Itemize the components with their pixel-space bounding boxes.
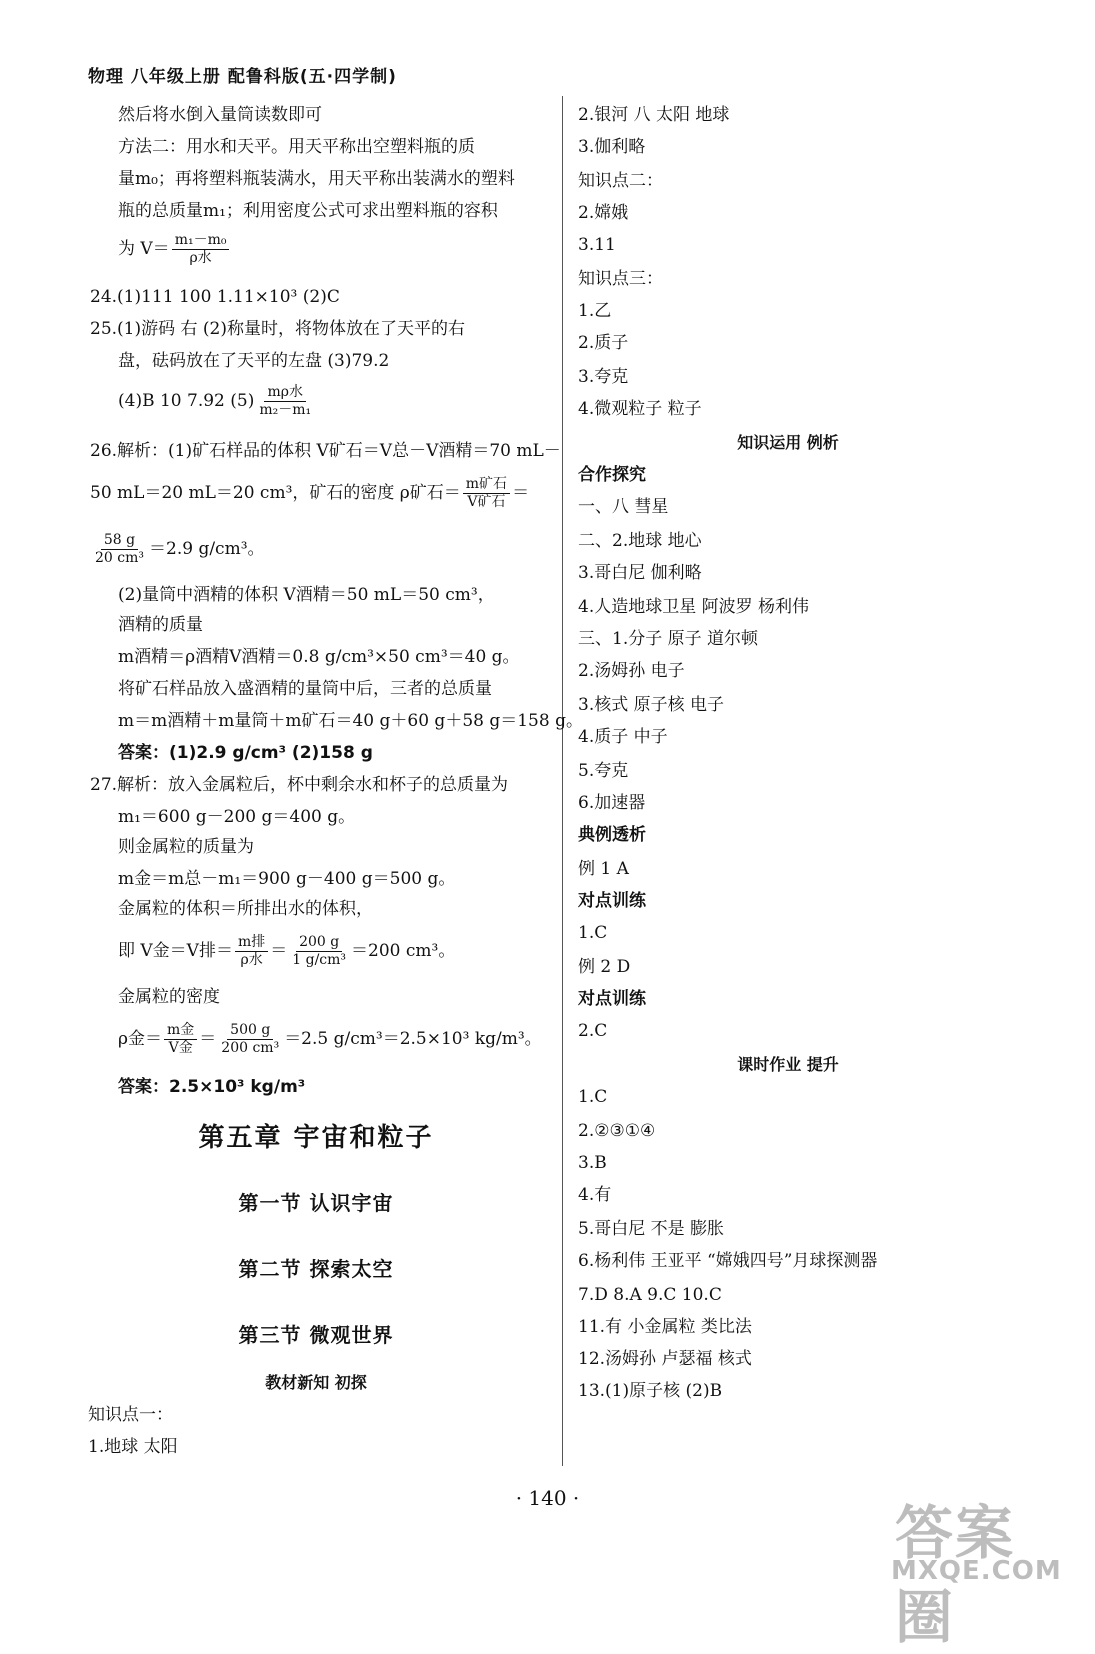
section-title: 第二节 探索太空 xyxy=(238,1257,394,1281)
text-line: 3.核式 原子核 电子 xyxy=(578,695,725,715)
denominator: 1 g/cm³ xyxy=(292,952,347,968)
text-line: 6.杨利伟 王亚平 “嫦娥四号”月球探测器 xyxy=(578,1251,878,1271)
formula-line xyxy=(90,532,265,567)
formula-line xyxy=(90,384,316,419)
text-line: 典例透析 xyxy=(578,825,646,845)
subsection-title: 课时作业 提升 xyxy=(737,1055,839,1074)
text-line: 2.质子 xyxy=(578,333,629,353)
denominator: V金 xyxy=(168,1040,193,1056)
text-line: 6.加速器 xyxy=(578,793,646,813)
text-line: 然后将水倒入量筒读数即可 xyxy=(118,105,322,125)
text-line: 盘，砝码放在了天平的左盘 (3)79.2 xyxy=(118,351,390,371)
numerator: m矿石 xyxy=(463,476,510,494)
answer-text: 答案：2.5×10³ kg/m³ xyxy=(118,1077,306,1097)
text-line: 1.乙 xyxy=(578,301,612,321)
column-divider xyxy=(562,96,563,1466)
fraction xyxy=(289,934,349,969)
text-line: 二、2.地球 地心 xyxy=(578,531,702,551)
text-line: 金属粒的密度 xyxy=(118,987,220,1007)
denominator: V矿石 xyxy=(467,494,506,510)
text: ρ金＝ xyxy=(118,1029,162,1049)
text-line: 2.汤姆孙 电子 xyxy=(578,661,685,681)
text-line: 4.质子 中子 xyxy=(578,727,668,747)
text-line: 2.C xyxy=(578,1021,608,1041)
formula-line xyxy=(90,1022,542,1057)
text: 即 V金＝V排＝ xyxy=(118,941,233,961)
text-line: 2.嫦娥 xyxy=(578,203,629,223)
text-line: 2.银河 八 太阳 地球 xyxy=(578,105,730,125)
formula-line xyxy=(90,232,231,267)
answer-26: 26.解析：(1)矿石样品的体积 V矿石＝V总－V酒精＝70 mL－ xyxy=(90,441,561,461)
text-line: 量m₀；再将塑料瓶装满水，用天平称出装满水的塑料 xyxy=(118,169,515,189)
text-line: m酒精＝ρ酒精V酒精＝0.8 g/cm³×50 cm³＝40 g。 xyxy=(118,647,520,667)
text-line: 5.夸克 xyxy=(578,761,629,781)
text-line: 则金属粒的质量为 xyxy=(118,837,254,857)
formula-line xyxy=(90,934,455,969)
text-line: 4.有 xyxy=(578,1185,612,1205)
denominator: 200 cm³ xyxy=(221,1040,280,1056)
text-line: 2.②③①④ xyxy=(578,1121,656,1141)
numerator: m₁－m₀ xyxy=(172,232,230,250)
text-line: (2)量筒中酒精的体积 V酒精＝50 mL＝50 cm³， xyxy=(118,585,495,605)
text-line: 1.C xyxy=(578,1087,608,1107)
fraction xyxy=(256,384,314,419)
text-line: 瓶的总质量m₁；利用密度公式可求出塑料瓶的容积 xyxy=(118,201,498,221)
text-line: 酒精的质量 xyxy=(118,615,203,635)
text-line: 4.人造地球卫星 阿波罗 杨利伟 xyxy=(578,597,810,617)
subsection-title: 教材新知 初探 xyxy=(265,1373,367,1392)
numerator: mρ水 xyxy=(264,384,306,402)
text-line: 3.B xyxy=(578,1153,607,1173)
text-line: 7.D 8.A 9.C 10.C xyxy=(578,1285,722,1305)
text-line: 知识点一： xyxy=(88,1405,173,1425)
section-title: 第一节 认识宇宙 xyxy=(238,1191,394,1215)
text-line: 金属粒的体积＝所排出水的体积， xyxy=(118,899,373,919)
denominator: ρ水 xyxy=(189,250,212,266)
watermark-url: MXQE.COM xyxy=(891,1556,1062,1586)
running-header: 物理 八年级上册 配鲁科版(五·四学制) xyxy=(88,67,397,87)
text-line: 1.地球 太阳 xyxy=(88,1437,178,1457)
text-line: 对点训练 xyxy=(578,989,646,1009)
chapter-title: 第五章 宇宙和粒子 xyxy=(198,1123,434,1153)
denominator: 20 cm³ xyxy=(95,550,144,566)
text-line: m₁＝600 g－200 g＝400 g。 xyxy=(118,807,356,827)
numerator: m金 xyxy=(164,1022,197,1040)
text-line: 4.微观粒子 粒子 xyxy=(578,399,702,419)
numerator: 500 g xyxy=(227,1022,273,1040)
text: 50 mL＝20 mL＝20 cm³，矿石的密度 ρ矿石＝ xyxy=(90,483,461,503)
watermark-text: 答案圈 xyxy=(895,1499,1016,1651)
denominator: ρ水 xyxy=(240,952,263,968)
answer-24: 24.(1)111 100 1.11×10³ (2)C xyxy=(90,287,340,307)
text: ＝ xyxy=(512,483,530,503)
text: ＝ xyxy=(270,941,288,961)
section-title: 第三节 微观世界 xyxy=(238,1323,394,1347)
text-line: 11.有 小金属粒 类比法 xyxy=(578,1317,752,1337)
fraction xyxy=(164,1022,197,1057)
text-line: 3.伽利略 xyxy=(578,137,646,157)
text: ＝2.5 g/cm³＝2.5×10³ kg/m³。 xyxy=(284,1029,542,1049)
text-line: 三、1.分子 原子 道尔顿 xyxy=(578,629,759,649)
text-line: 13.(1)原子核 (2)B xyxy=(578,1381,723,1401)
fraction xyxy=(235,934,268,969)
numerator: 58 g xyxy=(101,532,138,550)
fraction xyxy=(218,1022,282,1057)
text-line: 1.C xyxy=(578,923,608,943)
text-line: 知识点二： xyxy=(578,171,663,191)
answer-25: 25.(1)游码 右 (2)称量时，将物体放在了天平的右 xyxy=(90,319,466,339)
denominator: m₂－m₁ xyxy=(259,402,312,418)
text-line: 例 1 A xyxy=(578,859,629,879)
text-line: 合作探究 xyxy=(578,465,646,485)
fraction xyxy=(463,476,510,511)
watermark-logo xyxy=(885,1486,1062,1651)
text-line: 5.哥白尼 不是 膨胀 xyxy=(578,1219,725,1239)
text-line: 12.汤姆孙 卢瑟福 核式 xyxy=(578,1349,752,1369)
text-line: 3.11 xyxy=(578,235,616,255)
text: ＝2.9 g/cm³。 xyxy=(149,539,265,559)
text: ＝ xyxy=(199,1029,217,1049)
page-number: · 140 · xyxy=(515,1486,580,1510)
subsection-title: 知识运用 例析 xyxy=(737,433,839,452)
text-line: m＝m酒精＋m量筒＋m矿石＝40 g＋60 g＋58 g＝158 g。 xyxy=(118,711,583,731)
text-line: 一、八 彗星 xyxy=(578,497,669,517)
text: (4)B 10 7.92 (5) xyxy=(118,391,255,411)
text-line: 3.哥白尼 伽利略 xyxy=(578,563,702,583)
text: 为 V＝ xyxy=(118,239,170,259)
numerator: 200 g xyxy=(296,934,342,952)
formula-line xyxy=(90,476,529,511)
text-line: 例 2 D xyxy=(578,957,631,977)
text-line: m金＝m总－m₁＝900 g－400 g＝500 g。 xyxy=(118,869,456,889)
fraction xyxy=(92,532,147,567)
answer-27: 27.解析：放入金属粒后，杯中剩余水和杯子的总质量为 xyxy=(90,775,509,795)
text: ＝200 cm³。 xyxy=(351,941,456,961)
numerator: m排 xyxy=(235,934,268,952)
text-line: 对点训练 xyxy=(578,891,646,911)
text-line: 将矿石样品放入盛酒精的量筒中后，三者的总质量 xyxy=(118,679,492,699)
text-line: 方法二：用水和天平。用天平称出空塑料瓶的质 xyxy=(118,137,475,157)
answer-text: 答案：(1)2.9 g/cm³ (2)158 g xyxy=(118,743,373,763)
text-line: 3.夸克 xyxy=(578,367,629,387)
text-line: 知识点三： xyxy=(578,269,663,289)
fraction xyxy=(172,232,230,267)
